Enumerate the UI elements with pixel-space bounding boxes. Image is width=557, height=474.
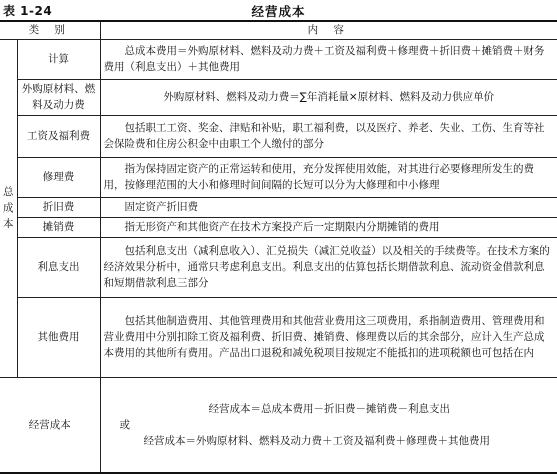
category-cell: 工资及福利费 [17,115,100,157]
group-char: 本 [3,218,14,230]
table-row [0,39,557,79]
content-cell: 包括职工工资、奖金、津贴和补贴，职工福利费，以及医疗、养老、失业、工伤、生育等社会保险费和住房公积金中由职工个人缴付的部分 [100,115,557,157]
content-cell: 外购原材料、燃料及动力费＝∑年消耗量×原材料、燃料及动力供应单价 [100,79,557,115]
category-cell: 其他费用 [17,297,100,377]
category-cell: 利息支出 [17,237,100,297]
category-cell: 修理费 [17,157,100,197]
group-char: 成 [3,202,14,214]
table-row [0,157,557,197]
table-title: 经营成本 [251,4,306,19]
content-cell: 固定资产折旧费 [100,197,557,217]
content-cell: 包括其他制造费用、其他管理费用和其他营业费用这三项费用，系指制造费用、管理费用和营业费用中分别扣除工资及福利费、折旧费、摊销费、修理费以后的其余部分，应计入生产总成本费用的其他所有费用。产品出口退税和减免税项目按规定不能抵扣的进项税额也可包括在内 [100,297,557,377]
table-row [0,217,557,237]
category-cell: 计算 [17,39,100,79]
group-char: 总 [3,186,14,198]
category-cell: 摊销费 [17,217,100,237]
operating-cost-row [0,377,557,473]
category-cell: 折旧费 [17,197,100,217]
content-cell: 包括利息支出（减利息收入）、汇兑损失（减汇兑收益）以及相关的手续费等。在技术方案的经济效果分析中，通常只考虑利息支出。利息支出的估算包括长期借款利息、流动资金借款利息和短期借款利息三部分 [100,237,557,297]
table-number: 表 1-24 [3,4,53,18]
or-connector: 或 [119,418,130,431]
table-caption [0,0,557,20]
header-category: 类 别 [0,21,100,39]
content-cell: 指无形资产和其他资产在技术方案投产后一定期限内分期摊销的费用 [100,217,557,237]
category-cell: 外购原材料、燃料及动力费 [17,79,100,115]
operating-cost-table [0,20,557,474]
total-cost-group-label [0,39,17,377]
table-row [0,115,557,157]
header-row [0,21,557,39]
content-cell: 总成本费用＝外购原材料、燃料及动力费＋工资及福利费＋修理费＋折旧费＋摊销费＋财务费用（利息支出）＋其他费用 [100,39,557,79]
content-cell: 指为保持固定资产的正常运转和使用，充分发挥使用效能，对其进行必要修理所发生的费用，按修理范围的大小和修理时间间隔的长短可以分为大修理和中小修理 [100,157,557,197]
table-row [0,79,557,115]
table-row [0,197,557,217]
table-row [0,237,557,297]
formula-line-1: 经营成本＝总成本费用－折旧费－摊销费－利息支出 [208,402,450,415]
table-row [0,297,557,377]
header-content: 内 容 [100,21,557,39]
operating-cost-category: 经营成本 [0,377,100,473]
operating-cost-formulas [100,377,557,473]
formula-line-2: 经营成本＝外购原材料、燃料及动力费＋工资及福利费＋修理费＋其他费用 [143,434,490,447]
